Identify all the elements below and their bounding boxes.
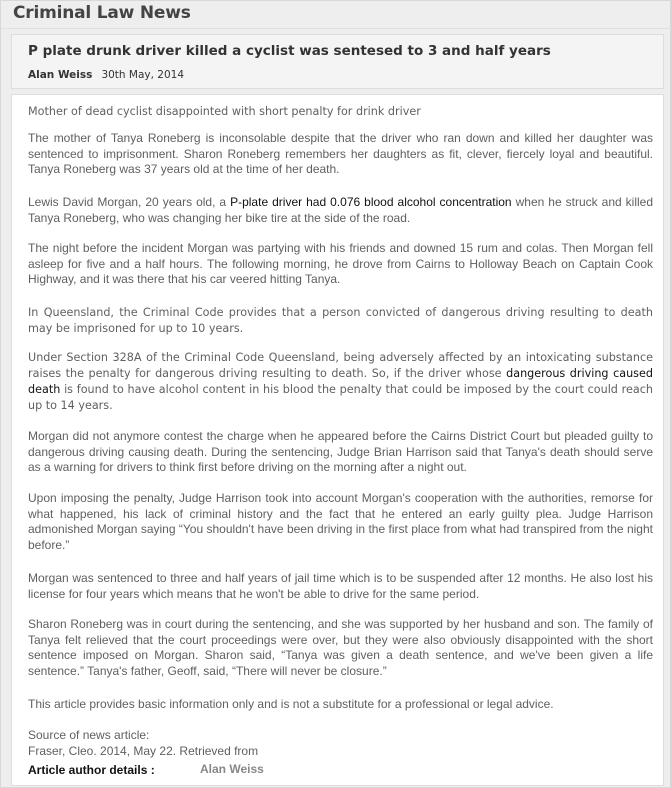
paragraph-4: In Queensland, the Criminal Code provides that a person convicted of dangerous driving resulting to death may be imprisoned for up to 10 years. (28, 306, 653, 335)
paragraph-8: Morgan was sentenced to three and half years of jail time which is to be suspended after 12 months. He also lost his license for four years which means that he won't be able to drive for the same period. (28, 571, 653, 601)
dangerous-driving-link[interactable]: dangerous driving caused death (28, 367, 653, 396)
paragraph-2 (28, 195, 653, 226)
article-subtitle: Mother of dead cyclist disappointed with short penalty for drink driver (28, 105, 421, 118)
article-title: P plate drunk driver killed a cyclist was sentesed to 3 and half years (28, 43, 551, 59)
paragraph-6: Morgan did not anymore contest the charge when he appeared before the Cairns District Court but pleaded guilty to dangerous driving causing death. During the sentencing, Judge Brian Harrison said that Tanya's death should serve as a warning for drivers to think first before driving on the morning after a night out. (28, 429, 653, 474)
source-label: Source of news article: (28, 728, 150, 742)
paragraph-9: Sharon Roneberg was in court during the sentencing, and she was supported by her husband and son. The family of Tanya felt relieved that the court proceedings were over, but they were also obviously disappointed with the short sentence imposed on Morgan. Sharon said, “Tanya was given a death sentence, and we've been given a life sentence.” Tanya's father, Geoff, said, “There will never be closure.” (28, 617, 653, 678)
title-divider (1, 28, 671, 29)
article-body (11, 94, 664, 786)
paragraph-1: The mother of Tanya Roneberg is inconsolable despite that the driver who ran down and killed her daughter was sentenced to imprisonment. Sharon Roneberg remembers her daughters as fit, clever, fiercely loyal and beautiful. Tanya Roneberg was 37 years old at the time of her death. (28, 131, 653, 176)
paragraph-5-text: Under Section 328A of the Criminal Code Queensland, being adversely affected by an intoxicating substance raises the penalty for dangerous driving resulting to death. So, if the driver whose (28, 351, 653, 380)
paragraph-5-text-end: is found to have alcohol content in his blood the penalty that could be imposed by the court could reach up to 14 years. (28, 383, 653, 412)
article-header (11, 34, 664, 89)
paragraph-7: Upon imposing the penalty, Judge Harrison took into account Morgan's cooperation with the authorities, remorse for what happened, his lack of criminal history and the fact that he entered an early guilty plea. Judge Harrison admonished Morgan saying “You shouldn't have been driving in the first place from what had transpired from the night before.” (28, 491, 653, 552)
bac-link[interactable]: P-plate driver had 0.076 blood alcohol concentration (230, 195, 512, 209)
paragraph-3: The night before the incident Morgan was partying with his friends and downed 15 rum and colas. Then Morgan fell asleep for five and a half hours. The following morning, he drove from Cairns to Holloway Beach on Captain Cook Highway, and it was there that his car veered hitting Tanya. (28, 241, 653, 286)
article-author[interactable]: Alan Weiss (28, 69, 93, 81)
source-citation: Fraser, Cleo. 2014, May 22. Retrieved from (28, 744, 259, 758)
article-meta (28, 69, 184, 81)
article-date: 30th May, 2014 (101, 69, 185, 81)
paragraph-5 (28, 350, 653, 414)
paragraph-2-text-end: when he struck and killed Tanya Roneberg, who was changing her bike tire at the side of the road. (28, 195, 654, 225)
author-details-value[interactable]: Alan Weiss (200, 762, 264, 776)
paragraph-2-text: Lewis David Morgan, 20 years old, a (28, 195, 231, 209)
author-details-label: Article author details : (28, 763, 155, 777)
disclaimer: This article provides basic information only and is not a substitute for a professional or legal advice. (28, 697, 554, 711)
site-title: Criminal Law News (13, 3, 191, 23)
